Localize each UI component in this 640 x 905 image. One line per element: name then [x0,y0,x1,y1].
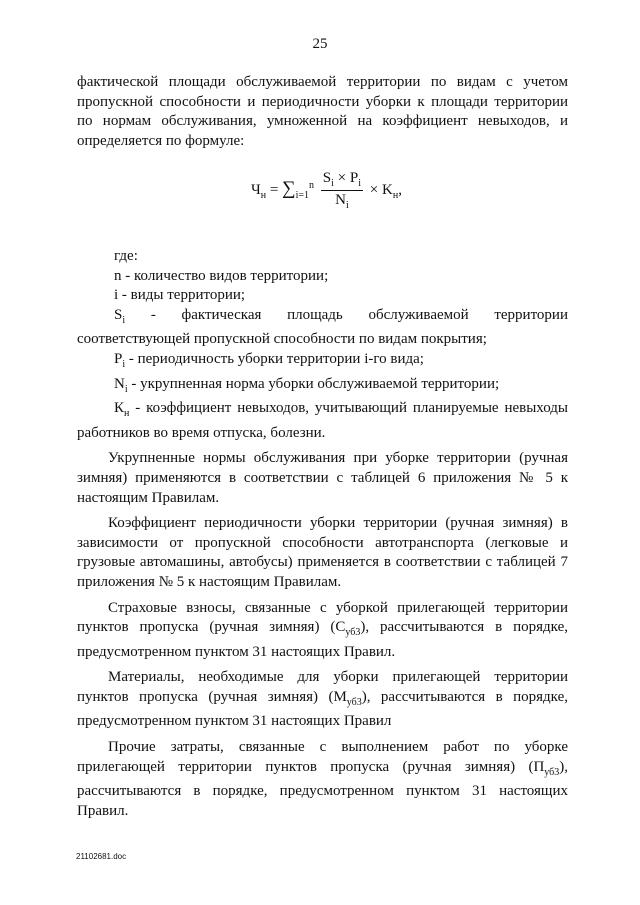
def-k-sub: н [124,408,130,420]
para-insurance-b: ), рассчитываются в порядке, предусмотренном пунктом 31 настоящих Правил. [77,619,568,660]
para-materials [77,668,568,732]
formula-num-s: S [322,170,332,186]
def-p-text: - периодичность уборки территории i-го вида; [125,350,424,367]
formula-sigma-sup: n [309,179,315,191]
def-s [77,306,568,350]
def-k [77,399,568,443]
def-ni-sub: i [124,383,128,395]
formula-den-sub: i [345,200,349,211]
def-s-sub: i [122,314,126,326]
intro-paragraph [77,73,568,151]
where-label: где: [114,248,138,264]
para-other-a: Прочие затраты, связанные с выполнением работ по уборке прилегающей территории пунктов пропуска (ручная зимняя) (П [77,739,568,775]
def-ni [77,375,568,400]
formula-numerator [321,170,363,191]
formula-k-sub: н [392,189,399,201]
formula-lhs: Ч [251,181,261,198]
formula-num-p-sub: i [358,178,362,189]
para-insurance-a: Страховые взносы, связанные с уборкой прилегающей территории пунктов пропуска (ручная зимняя) (С [77,599,568,636]
para-materials-b: ), рассчитываются в порядке, предусмотренном пунктом 31 настоящих Правил [77,688,568,730]
para-materials-sub: уб3 [346,696,362,708]
para-other-sub: уб3 [544,766,560,778]
formula-fraction [321,170,363,211]
def-n: n - количество видов территории; [114,267,329,284]
para-insurance [77,599,568,663]
formula-num-p: P [349,170,359,186]
para-other-b: ), рассчитываются в порядке, предусмотренном пунктом 31 настоящих Правил. [77,758,568,819]
main-text [77,247,568,821]
formula-eq: = [269,181,279,198]
def-ni-symbol: N [114,375,125,392]
formula-sigma-sub: i=1 [295,189,310,201]
page-number: 25 [312,36,328,52]
formula-denominator [321,191,363,211]
formula-num-s-sub: i [331,178,334,189]
para-norms: Укрупненные нормы обслуживания при уборке территории (ручная зимняя) применяются в соответствии с таблицей 6 приложения № 5 к настоящим Правилам. [77,450,568,506]
def-ni-text: - укрупненная норма уборки обслуживаемой территории; [127,375,500,392]
para-materials-a: Материалы, необходимые для уборки прилегающей территории пунктов пропуска (ручная зимняя) (М [77,669,568,705]
formula-sigma: ∑ [282,177,296,199]
def-p-symbol: P [114,350,123,367]
para-coefficient: Коэффициент периодичности уборки территории (ручная зимняя) в зависимости от пропускной способности автотранспорта (легковые и грузовые автомашины, автобусы) применяется в соответствии с таблицей 7 приложения № 5 к настоящим Правилам. [77,515,568,590]
formula-times: × [369,181,379,198]
def-s-symbol: S [114,306,123,323]
def-k-symbol: К [114,400,125,417]
def-s-text: - фактическая площадь обслуживаемой территории соответствующей пропускной способности по видам покрытия; [77,306,568,348]
formula-den: N [335,192,346,208]
formula-tail: , [398,181,402,198]
formula-k: K [381,181,393,198]
def-p [77,350,568,375]
formula-num-times: × [337,170,347,186]
para-insurance-sub: уб3 [345,627,361,639]
intro-text: фактической площади обслуживаемой территории по видам с учетом пропускной способности и периодичности уборки к площади территории по нормам обслуживания, умноженной на коэффициент невыходов, и определяется по формуле: [77,74,568,149]
def-k-text: - коэффициент невыходов, учитывающий планируемые невыходы работников во время отпуска, болезни. [77,400,568,441]
footer-doc-name: 21102681.doc [76,852,127,861]
def-i: i - виды территории; [114,287,246,304]
formula-lhs-sub: н [260,189,267,201]
def-p-sub: i [122,358,126,370]
formula [251,170,402,211]
para-other-costs [77,738,568,821]
